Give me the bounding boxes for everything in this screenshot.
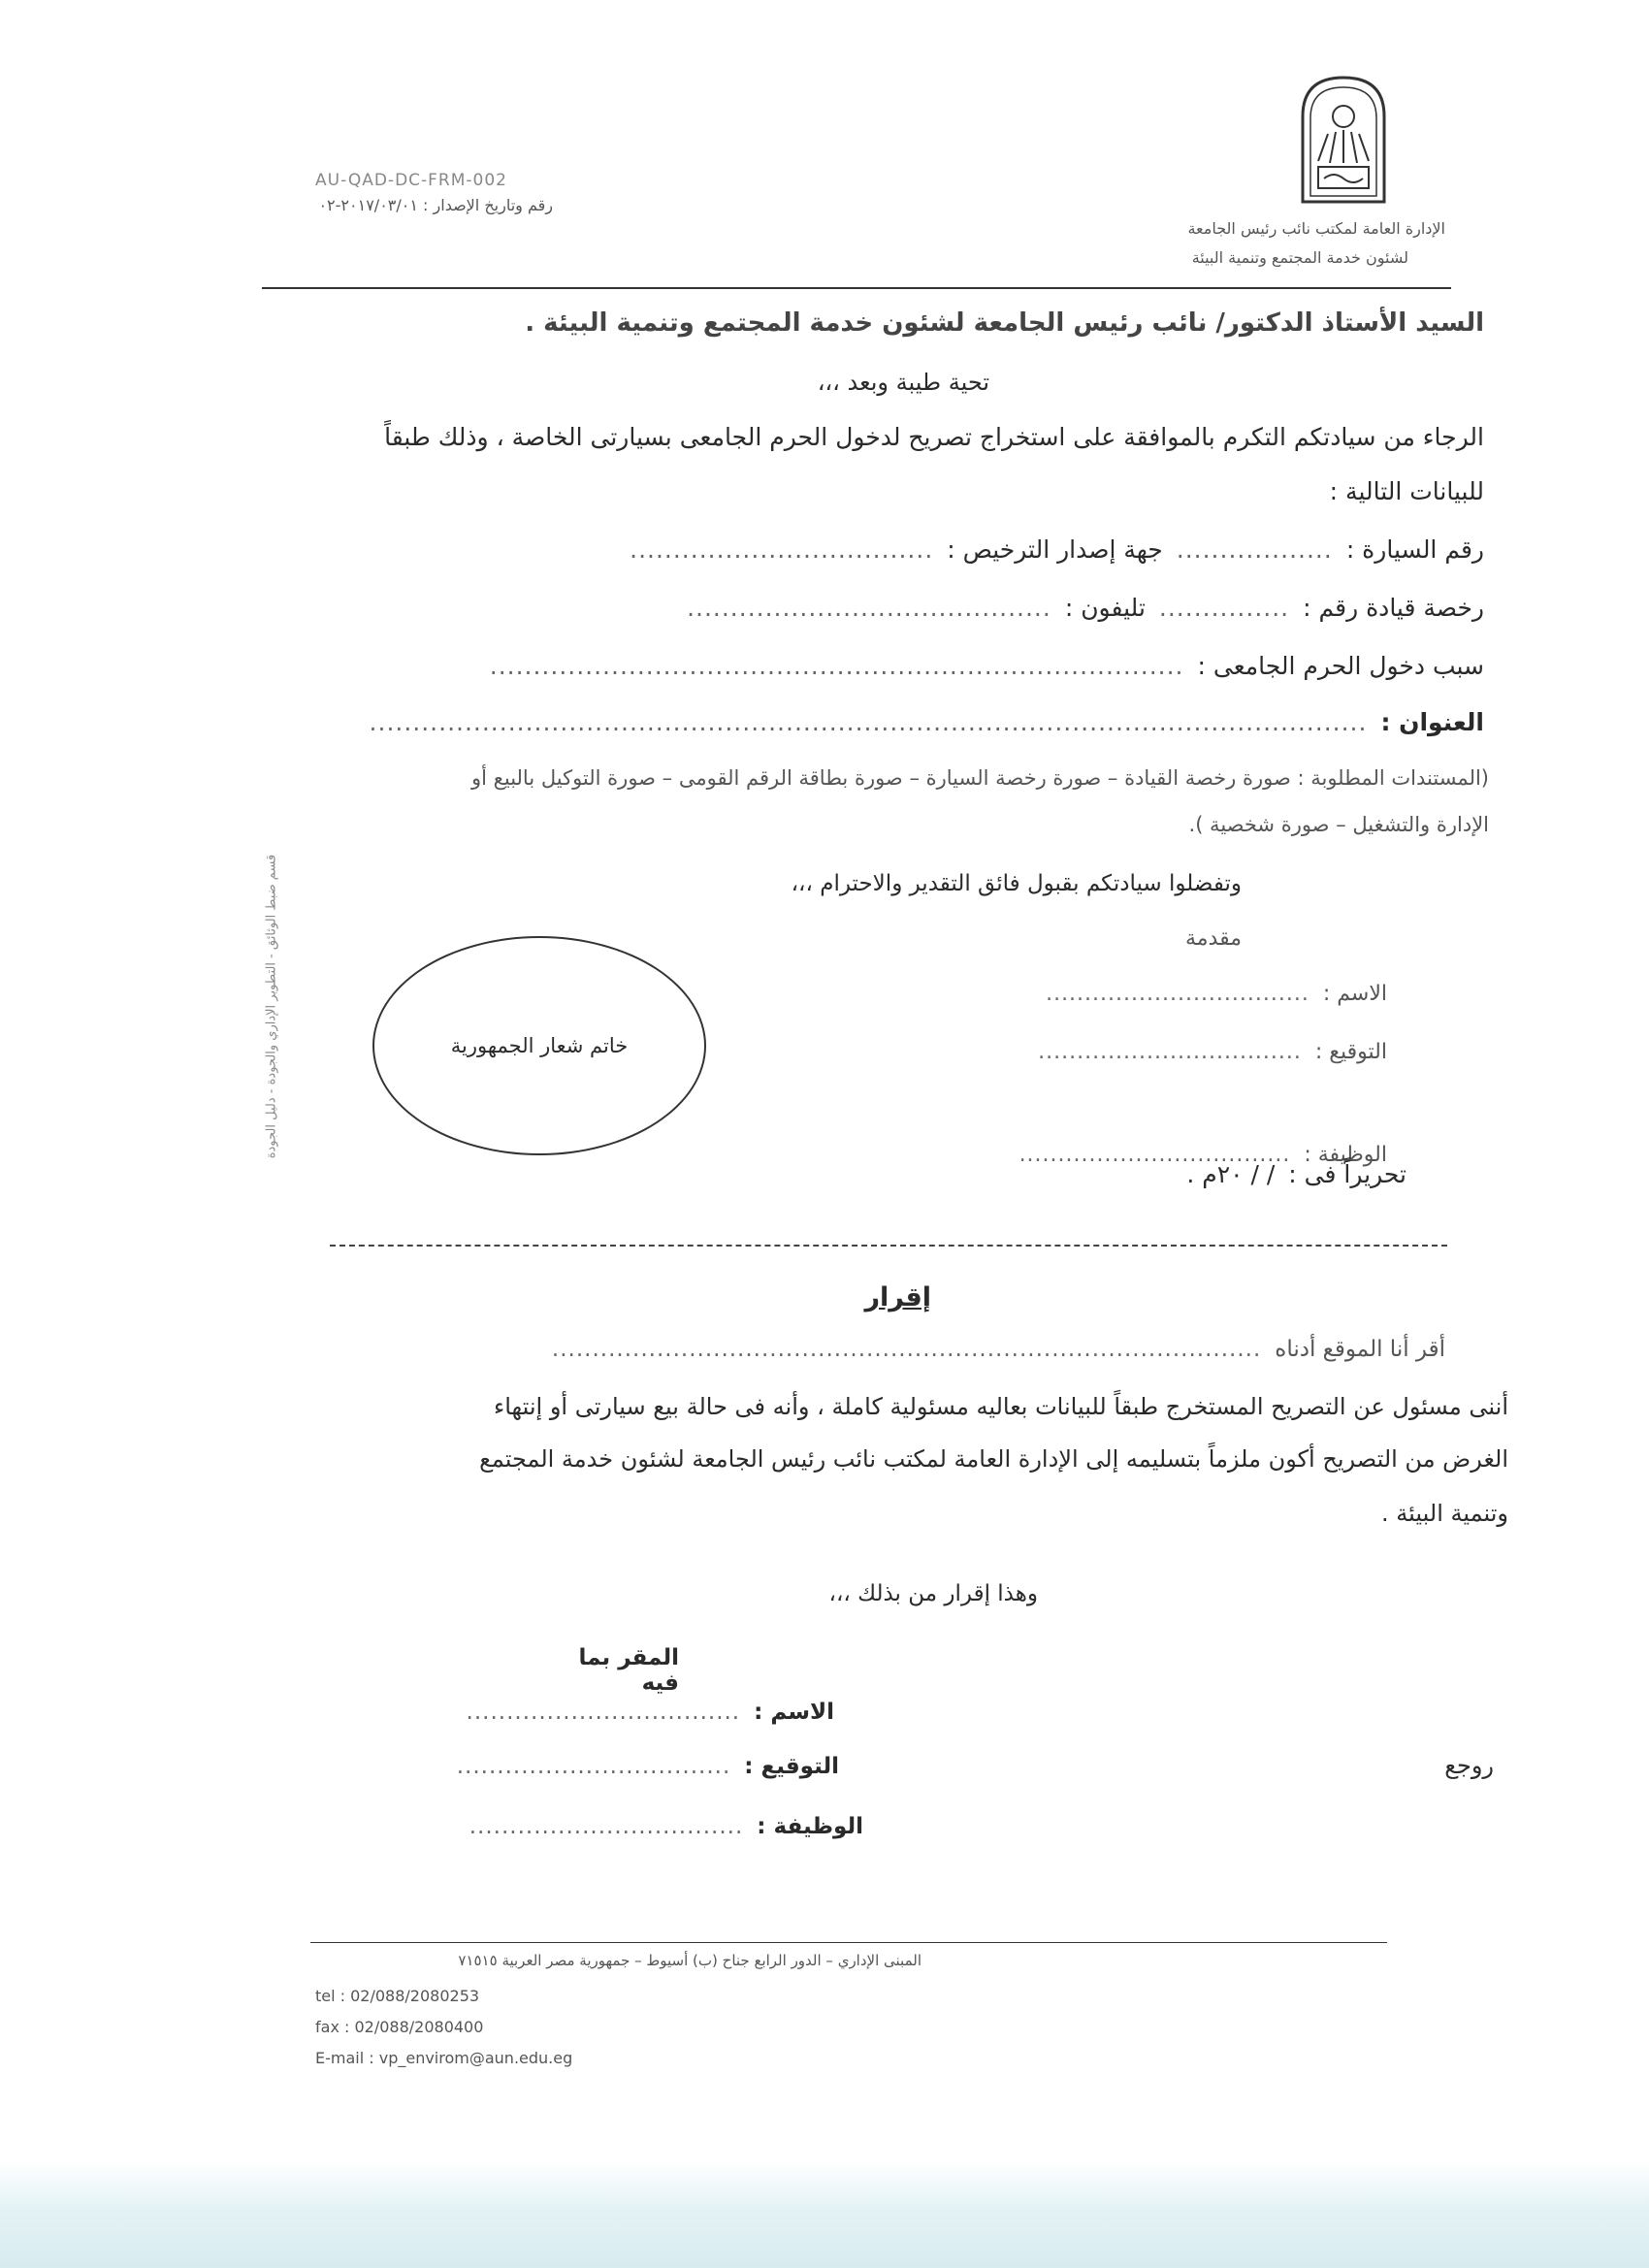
request-line-1: الرجاء من سيادتكم التكرم بالموافقة على استخراج تصريح لدخول الحرم الجامعى بسيارتى الخاصة ، وذلك طبقاً [384, 423, 1484, 451]
addressee: السيد الأستاذ الدكتور/ نائب رئيس الجامعة لشئون خدمة المجتمع وتنمية البيئة . [525, 308, 1484, 338]
applicant-job-field[interactable]: ................................... [1018, 1143, 1291, 1167]
phone-label: تليفون : [1064, 594, 1146, 622]
issue-number-date: رقم وتاريخ الإصدار : ٢٠١٧/٠٣/٠١-٠٢ [318, 196, 553, 214]
required-documents-line-2: الإدارة والتشغيل – صورة شخصية ). [1188, 813, 1489, 836]
license-authority-field[interactable]: ................................... [630, 535, 934, 564]
declarant-job-label: الوظيفة : [757, 1814, 863, 1839]
applicant-name-row [1046, 982, 1387, 1006]
declarant-signature-row [457, 1754, 839, 1779]
field-row-car [630, 535, 1484, 564]
footer-email[interactable]: E-mail : vp_envirom@aun.edu.eg [315, 2049, 573, 2067]
declaration-body-line-3: وتنمية البيئة . [1381, 1500, 1508, 1527]
address-field[interactable]: ................................................................................................................... [369, 708, 1368, 736]
request-line-2: للبيانات التالية : [1329, 477, 1484, 505]
closing-line: وتفضلوا سيادتكم بقبول فائق التقدير والاحترام ،،، [791, 871, 1242, 896]
applicant-signature-row [1038, 1040, 1387, 1064]
form-code: AU-QAD-DC-FRM-002 [315, 171, 507, 190]
written-on-date[interactable]: / / ٢٠م . [1186, 1160, 1276, 1188]
entry-reason-label: سبب دخول الحرم الجامعى : [1197, 652, 1484, 680]
declarant-signature-field[interactable]: .................................. [456, 1754, 731, 1779]
university-logo [1295, 70, 1392, 206]
driving-license-field[interactable]: ............... [1158, 594, 1290, 622]
declaration-body-line-2: الغرض من التصريح أكون ملزماً بتسليمه إلى الإدارة العامة لمكتب نائب رئيس الجامعة لشئون خدمة المجتمع [479, 1445, 1508, 1473]
declaration-closing: وهذا إقرار من بذلك ،،، [828, 1581, 1038, 1606]
header-divider [262, 287, 1451, 289]
address-label: العنوان : [1380, 708, 1484, 736]
declaration-body-line-1: أننى مسئول عن التصريح المستخرج طبقاً للبيانات بعاليه مسئولية كاملة ، وأنه فى حالة بيع سيارتى أو إنتهاء [493, 1393, 1508, 1420]
license-authority-label: جهة إصدار الترخيص : [947, 535, 1163, 564]
declaration-title: إقرار [864, 1282, 931, 1312]
greeting: تحية طيبة وبعد ،،، [817, 369, 989, 396]
car-number-label: رقم السيارة : [1345, 535, 1484, 564]
seal-label: خاتم شعار الجمهورية [450, 1034, 629, 1057]
field-row-address [370, 708, 1484, 736]
applicant-signature-label: التوقيع : [1314, 1040, 1387, 1064]
footer-address: المبنى الإداري – الدور الرابع جناح (ب) أسيوط – جمهورية مصر العربية ٧١٥١٥ [458, 1952, 922, 1969]
field-row-license [687, 594, 1484, 622]
scan-background [0, 2161, 1649, 2268]
declarant-name-row [467, 1700, 834, 1725]
department-line-2: لشئون خدمة المجتمع وتنمية البيئة [1191, 248, 1408, 267]
declarant-job-field[interactable]: .................................. [469, 1814, 744, 1839]
applicant-name-label: الاسم : [1322, 982, 1387, 1006]
phone-field[interactable]: .......................................... [687, 594, 1051, 622]
declarant-name-inline-field[interactable]: ........................................................................................ [551, 1337, 1262, 1362]
declarant-heading: المقر بما فيه [578, 1645, 679, 1696]
declaration-intro-row [552, 1337, 1445, 1362]
university-emblem-icon [1295, 70, 1392, 206]
side-note: قسم ضبط الوثائق - التطوير الإداري والجودة - دليل الجودة [264, 854, 279, 1159]
entry-reason-field[interactable]: ................................................................................ [489, 652, 1184, 680]
car-number-field[interactable]: .................. [1176, 535, 1333, 564]
driving-license-label: رخصة قيادة رقم : [1303, 594, 1484, 622]
declaration-intro: أقر أنا الموقع أدناه [1275, 1337, 1445, 1362]
declarant-name-label: الاسم : [754, 1700, 834, 1725]
field-row-reason [490, 652, 1484, 680]
declarant-job-row [469, 1814, 863, 1839]
applicant-job-label: الوظيفة : [1304, 1143, 1387, 1167]
written-on-row [1186, 1160, 1406, 1188]
reviewed-label: روجع [1444, 1752, 1494, 1779]
footer-fax: fax : 02/088/2080400 [315, 2018, 484, 2036]
republic-seal-placeholder [372, 936, 706, 1155]
department-line-1: الإدارة العامة لمكتب نائب رئيس الجامعة [1187, 219, 1445, 238]
written-on-label: تحريراً فى : [1288, 1160, 1406, 1188]
declarant-name-field[interactable]: .................................. [466, 1700, 741, 1725]
footer-divider [310, 1942, 1387, 1943]
applicant-heading: مقدمة [1184, 926, 1242, 951]
applicant-name-field[interactable]: .................................. [1046, 982, 1310, 1006]
applicant-signature-field[interactable]: .................................. [1038, 1040, 1302, 1064]
required-documents-line-1: (المستندات المطلوبة : صورة رخصة القيادة – صورة رخصة السيارة – صورة بطاقة الرقم القومى – صورة التوكيل بالبيع أو [471, 766, 1489, 790]
footer-tel: tel : 02/088/2080253 [315, 1987, 480, 2005]
section-divider [330, 1245, 1447, 1247]
declarant-signature-label: التوقيع : [744, 1754, 839, 1779]
